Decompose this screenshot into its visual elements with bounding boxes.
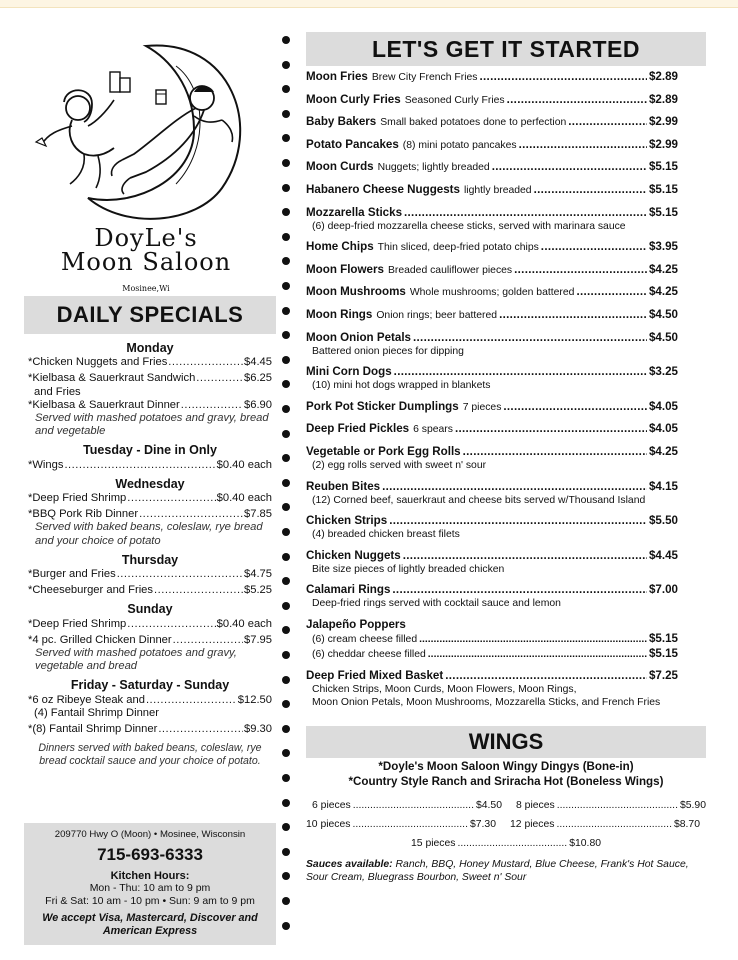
binder-hole	[282, 651, 290, 659]
item-short-description: Breaded cauliflower pieces	[387, 264, 513, 276]
dot-leader	[428, 648, 647, 662]
option-price: $5.15	[648, 646, 678, 660]
item-name: Moon Flowers	[306, 262, 384, 276]
dot-leader	[146, 694, 237, 707]
address: 209770 Hwy O (Moon) • Mosinee, Wisconsin	[54, 829, 246, 840]
item-price: $7.00	[648, 583, 678, 597]
day-heading-tuesday: Tuesday - Dine in Only	[83, 443, 217, 458]
special-price: $5.25	[244, 584, 272, 597]
special-price: $6.25	[244, 372, 272, 385]
binder-hole	[282, 159, 290, 167]
menu-item	[306, 445, 678, 459]
menu-item	[306, 115, 678, 130]
item-name: Deep Fried Pickles	[306, 422, 410, 436]
menu-item	[306, 549, 678, 563]
special-name: *Deep Fried Shrimp	[28, 492, 127, 505]
special-name: *Wings	[28, 458, 64, 471]
special-name: *Cheeseburger and Fries	[28, 584, 153, 597]
item-price: $4.05	[648, 422, 678, 436]
binder-hole	[282, 454, 290, 462]
binder-hole	[282, 503, 290, 511]
item-short-description: Seasoned Curly Fries	[404, 94, 505, 106]
menu-item	[306, 70, 678, 85]
dot-leader	[507, 93, 647, 107]
binder-hole	[282, 282, 290, 290]
item-short-description: Onion rings; beer battered	[376, 309, 498, 321]
binder-hole	[282, 602, 290, 610]
menu-item	[306, 285, 678, 300]
item-name: Mozzarella Sticks	[306, 205, 403, 219]
info-box	[24, 823, 276, 945]
option-label: (6) cheddar cheese filled	[312, 648, 426, 660]
binder-hole	[282, 479, 290, 487]
special-price: $4.75	[244, 568, 272, 581]
item-name: Home Chips	[306, 240, 374, 254]
special-price: $0.40 each	[216, 617, 272, 630]
binder-hole	[282, 85, 290, 93]
wings-price	[306, 818, 496, 831]
item-short-description: 6 spears	[413, 424, 453, 436]
dot-leader	[413, 331, 647, 345]
wings-count: 15 pieces	[411, 838, 456, 849]
binder-hole	[282, 331, 290, 339]
special-name: *Burger and Fries	[28, 568, 116, 581]
item-short-description: Brew City French Fries	[371, 72, 478, 83]
dot-leader	[519, 138, 647, 152]
wings-price	[516, 799, 706, 812]
wings-cost: $10.80	[569, 838, 601, 849]
item-price: $2.89	[648, 92, 678, 106]
dot-leader	[353, 799, 474, 812]
dot-leader	[382, 480, 647, 494]
menu-item	[306, 308, 678, 323]
special-price: $12.50	[237, 693, 272, 706]
dot-leader	[568, 115, 647, 129]
item-price: $4.25	[648, 262, 678, 276]
item-price: $5.50	[648, 514, 678, 528]
hours-line: Fri & Sat: 10 am - 10 pm • Sun: 9 am to 9 pm	[45, 895, 255, 907]
wings-cost: $7.30	[469, 819, 496, 830]
item-price: $4.45	[648, 548, 678, 562]
binder-hole	[282, 725, 290, 733]
day-heading-thursday: Thursday	[121, 552, 179, 567]
special-note: Served with baked beans, coleslaw, rye bread and your choice of potato	[35, 521, 263, 547]
dot-leader	[168, 356, 243, 369]
item-option	[306, 632, 678, 647]
item-name: Moon Fries	[306, 70, 368, 83]
wings-count: 6 pieces	[312, 800, 351, 811]
top-strip	[0, 0, 738, 8]
dot-leader	[392, 583, 647, 597]
special-item	[28, 634, 272, 647]
wings-price	[510, 818, 700, 831]
item-price: $5.15	[648, 160, 678, 174]
item-description: (2) egg rolls served with sweet n' sour	[312, 459, 487, 471]
binder-hole	[282, 848, 290, 856]
special-name: *Kielbasa & Sauerkraut Dinner	[28, 398, 180, 411]
special-item	[28, 694, 272, 707]
item-name: Habanero Cheese Nuggests	[306, 182, 460, 196]
wings-cost: $4.50	[475, 800, 502, 811]
item-price: $4.50	[648, 307, 678, 321]
wings-price	[312, 799, 502, 812]
payment-info: We accept Visa, Mastercard, Discover and American Express	[42, 912, 258, 937]
special-item	[28, 356, 272, 369]
item-name: Baby Bakers	[306, 115, 377, 129]
special-item	[28, 568, 272, 581]
item-description: (4) breaded chicken breast filets	[312, 529, 460, 541]
starters-list	[306, 70, 678, 709]
dot-leader	[455, 422, 647, 436]
binder-hole	[282, 380, 290, 388]
hours-title: Kitchen Hours:	[110, 870, 190, 882]
dot-leader	[457, 837, 567, 850]
phone-number: 715-693-6333	[97, 845, 203, 864]
item-name: Chicken Strips	[306, 514, 388, 528]
special-price: $7.95	[244, 633, 272, 646]
binder-hole	[282, 430, 290, 438]
binder-hole	[282, 110, 290, 118]
menu-item	[306, 618, 678, 632]
dot-leader	[404, 206, 647, 220]
binder-hole	[282, 61, 290, 69]
dot-leader	[139, 508, 243, 521]
item-name: Moon Rings	[306, 307, 373, 321]
item-description: Chicken Strips, Moon Curds, Moon Flowers, Moon Rings,	[312, 684, 577, 696]
special-price: $6.90	[244, 398, 272, 411]
binder-hole	[282, 922, 290, 930]
day-heading-weekend: Friday - Saturday - Sunday	[70, 678, 230, 693]
dot-leader	[127, 618, 215, 631]
day-heading-monday: Monday	[126, 341, 174, 355]
item-name: Moon Mushrooms	[306, 285, 406, 299]
special-price: $4.45	[244, 356, 272, 369]
special-item	[28, 723, 272, 736]
special-item	[28, 399, 272, 412]
day-heading-sunday: Sunday	[127, 602, 173, 617]
binder-hole	[282, 233, 290, 241]
special-item	[28, 508, 272, 521]
dot-leader	[117, 568, 243, 581]
day-heading-wednesday: Wednesday	[115, 476, 185, 491]
special-item	[28, 584, 272, 597]
binder-hole	[282, 577, 290, 585]
special-note: Served with mashed potatoes and gravy, vegetable and bread	[35, 647, 237, 673]
wings-price-row	[306, 799, 706, 812]
binder-hole	[282, 36, 290, 44]
item-name: Moon Curly Fries	[306, 92, 401, 106]
item-price: $4.25	[648, 285, 678, 299]
wings-price-row	[306, 818, 706, 831]
menu-item	[306, 93, 678, 108]
item-description: (12) Corned beef, sauerkraut and cheese bits served w/Thousand Island	[312, 494, 646, 506]
binder-hole	[282, 553, 290, 561]
menu-item	[306, 160, 678, 175]
item-name: Reuben Bites	[306, 479, 381, 493]
special-extra: and Fries	[34, 385, 81, 398]
binder-hole	[282, 700, 290, 708]
dot-leader	[158, 723, 243, 736]
item-name: Pork Pot Sticker Dumplings	[306, 399, 459, 413]
dot-leader	[173, 634, 243, 647]
menu-item	[306, 183, 678, 198]
item-short-description: lightly breaded	[464, 184, 532, 196]
binder-hole	[282, 257, 290, 265]
item-description: Moon Onion Petals, Moon Mushrooms, Mozzarella Sticks, and French Fries	[312, 697, 661, 709]
wings-price-row	[306, 837, 706, 850]
special-price: $0.40 each	[216, 492, 272, 505]
item-price: $4.50	[648, 330, 678, 344]
menu-item	[306, 263, 678, 278]
item-price: $3.95	[648, 240, 678, 254]
item-short-description: Thin sliced, deep-fried potato chips	[377, 242, 539, 254]
option-price: $5.15	[648, 631, 678, 645]
item-description: (6) deep-fried mozzarella cheese sticks, served with marinara sauce	[312, 220, 626, 232]
menu-item	[306, 583, 678, 597]
item-name: Moon Onion Petals	[306, 330, 411, 344]
special-item	[28, 372, 272, 385]
item-short-description: 7 pieces	[462, 401, 502, 413]
wings-cost: $5.90	[679, 800, 706, 811]
item-price: $5.15	[648, 205, 678, 219]
binder-hole	[282, 676, 290, 684]
moon-illustration-icon	[26, 38, 266, 228]
item-name: Moon Curds	[306, 160, 374, 174]
special-extra: (4) Fantail Shrimp Dinner	[34, 706, 159, 719]
wings-price	[411, 837, 601, 850]
wings-count: 12 pieces	[510, 819, 555, 830]
dot-leader	[499, 308, 647, 322]
moon-saloon-logo	[26, 38, 266, 310]
wings-count: 10 pieces	[306, 819, 351, 830]
dot-leader	[463, 445, 647, 459]
logo-name-line2: Moon Saloon	[60, 248, 232, 276]
dot-leader	[352, 818, 468, 831]
wings-count: 8 pieces	[516, 800, 555, 811]
item-short-description: Nuggets; lightly breaded	[377, 162, 490, 174]
special-note: Dinners served with baked beans, coleslaw, rye bread cocktail sauce and your choice of potato.	[38, 742, 262, 768]
special-name: *6 oz Ribeye Steak and	[28, 693, 145, 706]
dot-leader	[64, 459, 215, 472]
menu-item	[306, 480, 678, 494]
item-description: (10) mini hot dogs wrapped in blankets	[312, 380, 491, 392]
binder-hole	[282, 184, 290, 192]
item-description: Bite size pieces of lightly breaded chicken	[312, 563, 505, 575]
dot-leader	[196, 372, 243, 385]
dot-leader	[154, 584, 243, 597]
item-price: $7.25	[648, 669, 678, 683]
item-short-description: Small baked potatoes done to perfection	[380, 117, 567, 129]
special-name: *BBQ Pork Rib Dinner	[28, 508, 139, 521]
dot-leader	[181, 399, 243, 412]
menu-item	[306, 240, 678, 255]
logo-name-line1: DoyLe's	[94, 224, 198, 252]
dot-leader	[394, 365, 647, 379]
binder-hole	[282, 208, 290, 216]
binder-hole	[282, 356, 290, 364]
binder-hole	[282, 134, 290, 142]
item-price: $5.15	[648, 182, 678, 196]
binder-hole	[282, 872, 290, 880]
menu-item	[306, 365, 678, 379]
dot-leader	[403, 549, 647, 563]
binder-hole	[282, 749, 290, 757]
special-item	[28, 618, 272, 631]
dot-leader	[557, 799, 678, 812]
binder-hole	[282, 528, 290, 536]
sauces-available	[306, 858, 706, 884]
sauces-list: Ranch, BBQ, Honey Mustard, Blue Cheese, Frank's Hot Sauce, Sour Cream, Bluegrass Bourbon, Sweet n' Sour	[306, 859, 689, 883]
binder-hole	[282, 405, 290, 413]
special-name: *Kielbasa & Sauerkraut Sandwich	[28, 372, 196, 385]
item-description: Deep-fried rings served with cocktail sauce and lemon	[312, 598, 561, 610]
wings-title: WINGS	[306, 726, 706, 758]
menu-item	[306, 514, 678, 528]
dot-leader	[534, 183, 647, 197]
item-name: Potato Pancakes	[306, 137, 399, 151]
binder-hole	[282, 823, 290, 831]
dot-leader	[503, 400, 647, 414]
item-name: Jalapeño Poppers	[306, 617, 406, 631]
item-name: Vegetable or Pork Egg Rolls	[306, 444, 461, 458]
binder-hole	[282, 774, 290, 782]
dot-leader	[514, 263, 647, 277]
item-price: $4.25	[648, 444, 678, 458]
wings-line: *Doyle's Moon Saloon Wingy Dingys (Bone-in)	[378, 760, 634, 773]
item-name: Mini Corn Dogs	[306, 365, 392, 379]
binder-hole	[282, 307, 290, 315]
wings-line: *Country Style Ranch and Sriracha Hot (Boneless Wings)	[348, 774, 664, 788]
menu-item	[306, 422, 678, 437]
dot-leader	[576, 285, 647, 299]
option-label: (6) cream cheese filled	[312, 633, 418, 645]
item-description: Battered onion pieces for dipping	[312, 345, 464, 357]
item-price: $2.99	[648, 137, 678, 151]
daily-specials-list	[28, 342, 272, 769]
item-short-description: (8) mini potato pancakes	[402, 139, 517, 151]
menu-item	[306, 331, 678, 345]
hours-line: Mon - Thu: 10 am to 9 pm	[89, 882, 211, 894]
daily-specials-title: DAILY SPECIALS	[24, 296, 276, 334]
dot-leader	[541, 240, 647, 254]
binder-hole	[282, 799, 290, 807]
special-name: *Deep Fried Shrimp	[28, 617, 127, 630]
item-price: $3.25	[648, 365, 678, 379]
starters-title: LET'S GET IT STARTED	[306, 32, 706, 66]
item-price: $4.15	[648, 479, 678, 493]
special-note: Served with mashed potatoes and gravy, bread and vegetable	[35, 412, 269, 438]
sauces-label: Sauces available:	[306, 859, 393, 870]
special-price: $0.40 each	[216, 458, 272, 471]
binder-hole	[282, 897, 290, 905]
dot-leader	[556, 818, 672, 831]
special-price: $7.85	[244, 508, 272, 521]
special-price: $9.30	[244, 723, 272, 736]
special-item	[28, 492, 272, 505]
dot-leader	[445, 669, 647, 683]
logo-name	[26, 226, 266, 274]
dot-leader	[492, 160, 647, 174]
item-name: Calamari Rings	[306, 583, 391, 597]
dot-leader	[127, 492, 215, 505]
item-price: $2.99	[648, 115, 678, 129]
wings-cost: $8.70	[673, 819, 700, 830]
binder-hole	[282, 626, 290, 634]
menu-item	[306, 400, 678, 415]
special-name: *(8) Fantail Shrimp Dinner	[28, 723, 158, 736]
menu-item	[306, 138, 678, 153]
wings-section	[306, 760, 706, 884]
special-name: *4 pc. Grilled Chicken Dinner	[28, 633, 172, 646]
special-name: *Chicken Nuggets and Fries	[28, 356, 168, 369]
item-price: $2.89	[648, 70, 678, 83]
logo-location: Mosinee,Wi	[122, 284, 170, 293]
item-name: Chicken Nuggets	[306, 548, 401, 562]
dot-leader	[480, 70, 647, 84]
dot-leader	[389, 514, 647, 528]
menu-item	[306, 669, 678, 683]
item-short-description: Whole mushrooms; golden battered	[409, 287, 575, 299]
item-name: Deep Fried Mixed Basket	[306, 669, 444, 683]
menu-item	[306, 206, 678, 220]
special-item	[28, 459, 272, 472]
item-option	[306, 647, 678, 662]
item-price: $4.05	[648, 399, 678, 413]
dot-leader	[419, 633, 647, 647]
